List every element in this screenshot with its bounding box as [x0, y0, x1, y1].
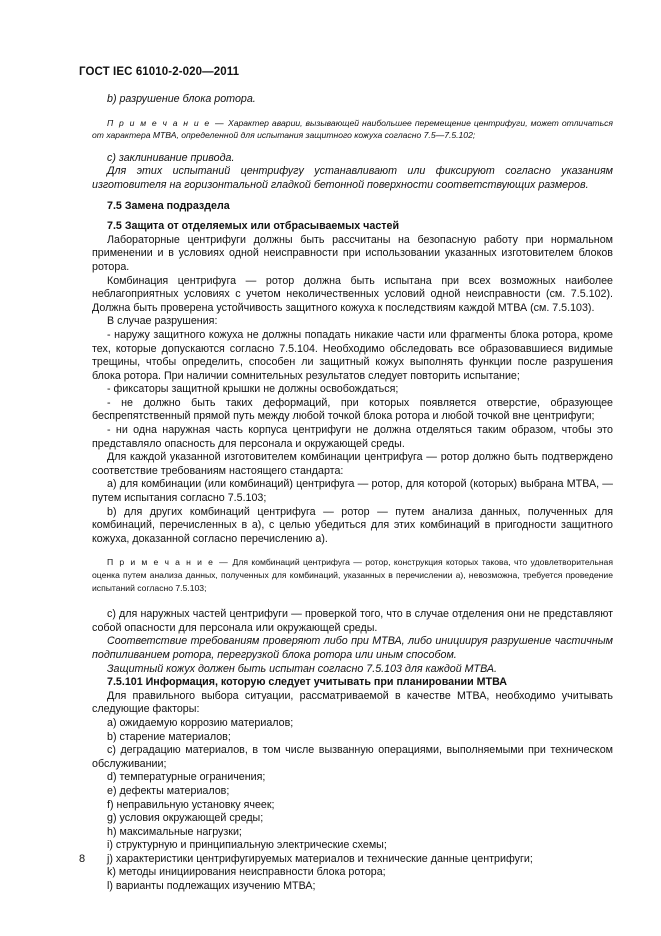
- item-c-external-parts: c) для наружных частей центрифуги — проверкой того, что в случае отделения они не представляют собой опасности для персонала или окружающей среды.: [92, 608, 613, 634]
- paragraph-conformity: Для каждой указанной изготовителем комбинации центрифуга — ротор должно быть подтверждено соответствие требованиям настоящего стандарта:: [92, 451, 613, 477]
- note-2-label: П р и м е ч а н и е —: [107, 557, 230, 568]
- section-heading-replacement: 7.5 Замена подраздела: [107, 199, 230, 212]
- note-1: [92, 117, 613, 142]
- item-b-analysis: b) для других комбинаций центрифуга — ротор — путем анализа данных, полученных для комбинаций, перечисленных в а), с целью убедиться для этих комбинаций в пригодности защитного кожуха, доказанной согласно перечислению а).: [92, 505, 613, 545]
- list-item: k) методы инициирования неисправности блока ротора;: [107, 866, 386, 879]
- paragraph-combination-test: Комбинация центрифуга — ротор должна быть испытана при всех возможных наиболее неблагоприятных условиях с учетом неколичественных условий одной неисправности (см. 7.5.102). Должна быть проверена устойчивость защитного кожуха к последствиям каждой МТВА (см. 7.5.103).: [92, 274, 613, 314]
- document-body: [92, 93, 613, 894]
- list-item: h) максимальные нагрузки;: [107, 825, 242, 838]
- list-item: a) ожидаемую коррозию материалов;: [107, 716, 294, 729]
- item-a-test: a) для комбинации (или комбинаций) центрифуга — ротор, для которой (которых) выбрана МТВА, — путем испытания согласно 7.5.103;: [92, 478, 613, 505]
- list-item: b) старение материалов;: [107, 730, 231, 743]
- list-item: f) неправильную установку ячеек;: [107, 798, 275, 811]
- list-item: i) структурную и принципиальную электрические схемы;: [107, 839, 387, 852]
- paragraph-factors-intro: Для правильного выбора ситуации, рассматриваемой в качестве МТВА, необходимо учитывать следующие факторы:: [92, 689, 613, 716]
- bullet-no-deformation: - не должно быть таких деформаций, при которых появляется отверстие, образующее беспрепятственный прямой путь между любой точкой блока ротора и любой точкой вне центрифуги;: [92, 396, 613, 423]
- list-item: e) дефекты материалов;: [107, 784, 230, 797]
- bullet-no-fragments: - наружу защитного кожуха не должны попадать никакие части или фрагменты блока ротора, кроме тех, которые допускаются согласно 7.5.104. Необходимо обследовать все образовавшиеся видимые трещины, чтобы определить, способен ли защитный кожух выполнять функции после разрушения блока ротора. При наличии сомнительных результатов следует повторить испытание;: [92, 328, 613, 382]
- note-1-text: Характер аварии, вызывающей наибольшее перемещение центрифуги, может отличаться от характера МТВА, определенной для испытания защитного кожуха согласно 7.5—7.5.102;: [92, 117, 613, 141]
- list-item: d) температурные ограничения;: [107, 771, 266, 784]
- note-2-text: Для комбинаций центрифуга — ротор, конструкция которых такова, что удовлетворительная оценка путем анализа данных, полученных для комбинаций, указанных в перечислении а), невозможна, требуется проведение испытаний согласно 7.5.103;: [92, 557, 613, 593]
- factors-list: [92, 717, 613, 894]
- list-item: l) варианты подлежащих изучению МТВА;: [107, 880, 316, 893]
- bullet-no-detachment: - ни одна наружная часть корпуса центрифуги не должна отделяться таким образом, чтобы это представляло опасность для персонала и окружающей среды.: [92, 424, 613, 450]
- item-b-rotor-destruction: b) разрушение блока ротора.: [107, 93, 256, 105]
- note-2: [92, 556, 613, 594]
- section-heading-7-5-101: 7.5.101 Информация, которую следует учитывать при планировании МТВА: [107, 676, 507, 689]
- compliance-check-paragraph: Соответствие требованиям проверяют либо при МТВА, либо инициируя разрушение частичным подпиливанием ротора, перегрузкой блока ротора или иным способом.: [92, 635, 613, 661]
- section-heading-protection: 7.5 Защита от отделяемых или отбрасываемых частей: [107, 220, 400, 233]
- page-number: 8: [79, 853, 86, 865]
- paragraph-in-case-of-failure: В случае разрушения:: [107, 315, 218, 328]
- guard-test-paragraph: Защитный кожух должен быть испытан согласно 7.5.103 для каждой МТВА.: [107, 662, 497, 675]
- note-1-label: П р и м е ч а н и е —: [107, 117, 225, 128]
- list-item: c) деградацию материалов, в том числе вызванную операциями, выполняемыми при техническом обслуживании;: [92, 744, 613, 770]
- bullet-lid-locks: - фиксаторы защитной крышки не должны освобождаться;: [107, 383, 399, 396]
- list-item: g) условия окружающей среды;: [107, 812, 264, 825]
- document-header: ГОСТ IEC 61010-2-020—2011: [79, 66, 240, 78]
- test-setup-paragraph: Для этих испытаний центрифугу устанавливают или фиксируют согласно указаниям изготовителя на горизонтальной гладкой бетонной поверхности соответствующих размеров.: [92, 165, 613, 191]
- list-item: j) характеристики центрифугируемых материалов и технические данные центрифуги;: [107, 852, 533, 865]
- paragraph-centrifuge-design: Лабораторные центрифуги должны быть рассчитаны на безопасную работу при нормальном применении и в условиях одной неисправности при использовании указанных изготовителем блоков ротора.: [92, 233, 613, 273]
- item-c-drive-jam: c) заклинивание привода.: [107, 151, 235, 164]
